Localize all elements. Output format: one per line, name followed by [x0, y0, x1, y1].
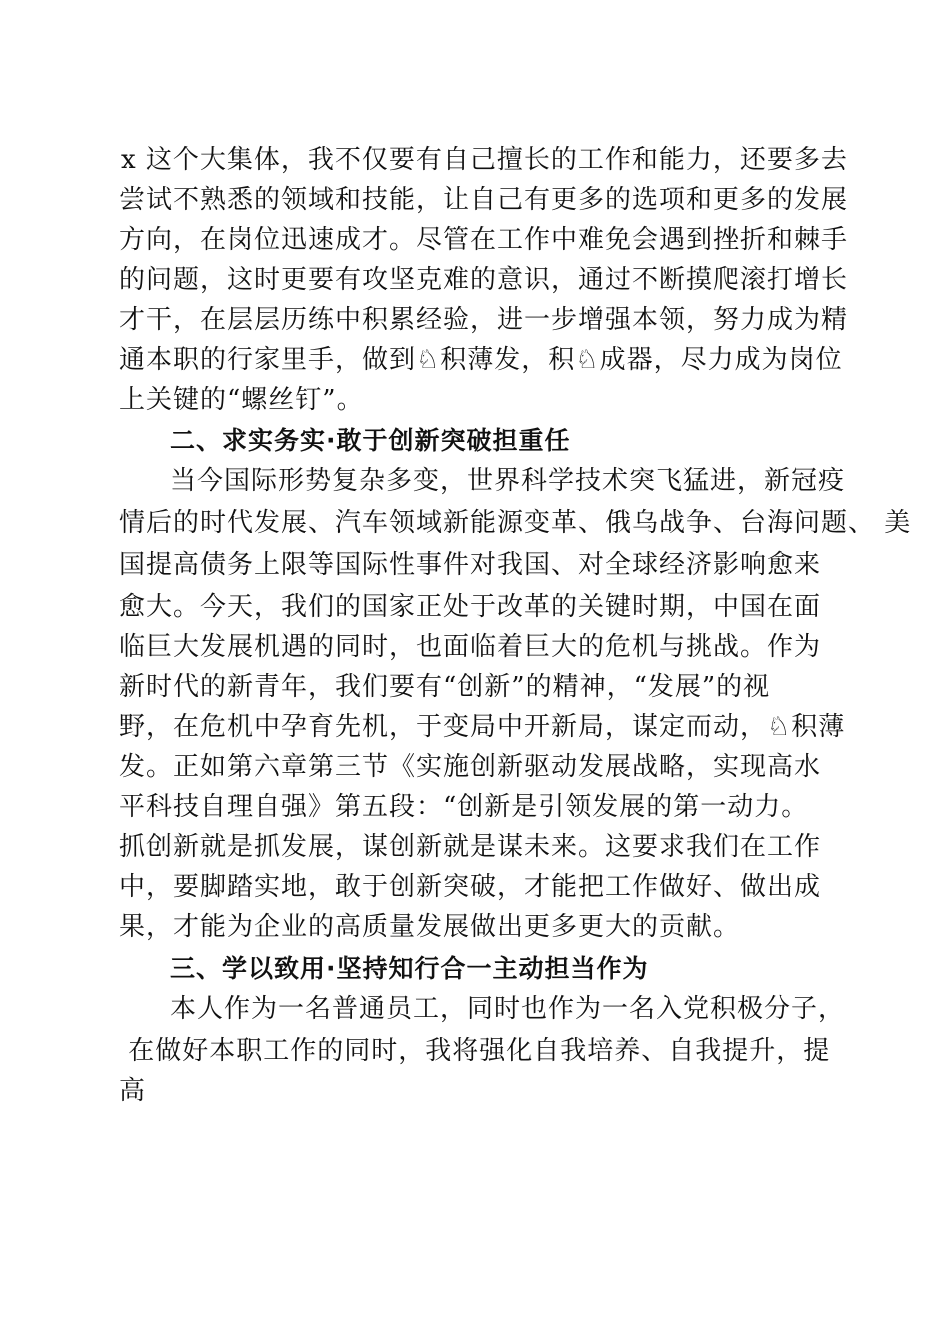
- paragraph-1-line: 的问题，这时更要有攻坚克难的意识，通过不断摸爬滚打增长: [119, 265, 849, 295]
- paragraph-2-line: 国提高债务上限等国际性事件对我国、对全球经济影响愈来: [119, 550, 822, 580]
- paragraph-3-line: 在做好本职工作的同时，我将强化自我培养、自我提升，提: [119, 1036, 831, 1066]
- paragraph-2-line: 新时代的新青年，我们要有“创新”的精神，“发展”的视: [119, 672, 771, 702]
- paragraph-2-line: 野，在危机中孕育先机，于变局中开新局，谋定而动，♘积薄: [119, 712, 846, 742]
- paragraph-1-line: 尝试不熟悉的领域和技能，让自己有更多的选项和更多的发展: [119, 185, 849, 215]
- section-heading-2: 二、求实务实·敢于创新突破担重任: [170, 426, 571, 455]
- paragraph-2-line: 情后的时代发展、汽车领域新能源变革、俄乌战争、台海问题、 美: [119, 508, 912, 538]
- paragraph-2-line: 中，要脚踏实地，敢于创新突破，才能把工作做好、做出成: [119, 872, 822, 902]
- paragraph-2-line: 临巨大发展机遇的同时，也面临着巨大的危机与挑战。作为: [119, 632, 822, 662]
- paragraph-2-line: 发。正如第六章第三节《实施创新驱动发展战略，实现高水: [119, 752, 822, 782]
- paragraph-2-line: 果，才能为企业的高质量发展做出更多更大的贡献。: [119, 912, 741, 942]
- paragraph-1-line: x 这个大集体，我不仅要有自己擅长的工作和能力，还要多去: [121, 145, 848, 175]
- paragraph-1-line: 通本职的行家里手，做到♘积薄发，积♘成器，尽力成为岗位: [119, 345, 843, 375]
- paragraph-1-line: 方向，在岗位迅速成才。尽管在工作中难免会遇到挫折和棘手: [119, 225, 849, 255]
- paragraph-2-line: 抓创新就是抓发展，谋创新就是谋未来。这要求我们在工作: [119, 832, 822, 862]
- paragraph-1-line: 上关键的“螺丝钉”。: [119, 385, 364, 415]
- paragraph-1-line: 才干，在层层历练中积累经验，进一步增强本领，努力成为精: [119, 305, 849, 335]
- paragraph-2-line: 平科技自理自强》第五段：“创新是引领发展的第一动力。: [119, 792, 809, 822]
- section-heading-3: 三、学以致用·坚持知行合一主动担当作为: [170, 954, 649, 983]
- paragraph-3-line: 高: [119, 1076, 147, 1106]
- paragraph-2-line: 愈大。今天，我们的国家正处于改革的关键时期，中国在面: [119, 592, 822, 622]
- paragraph-2-line: 当今国际形势复杂多变，世界科学技术突飞猛进，新冠疫: [170, 466, 846, 496]
- paragraph-3-line: 本人作为一名普通员工，同时也作为一名入党积极分子，: [170, 994, 846, 1024]
